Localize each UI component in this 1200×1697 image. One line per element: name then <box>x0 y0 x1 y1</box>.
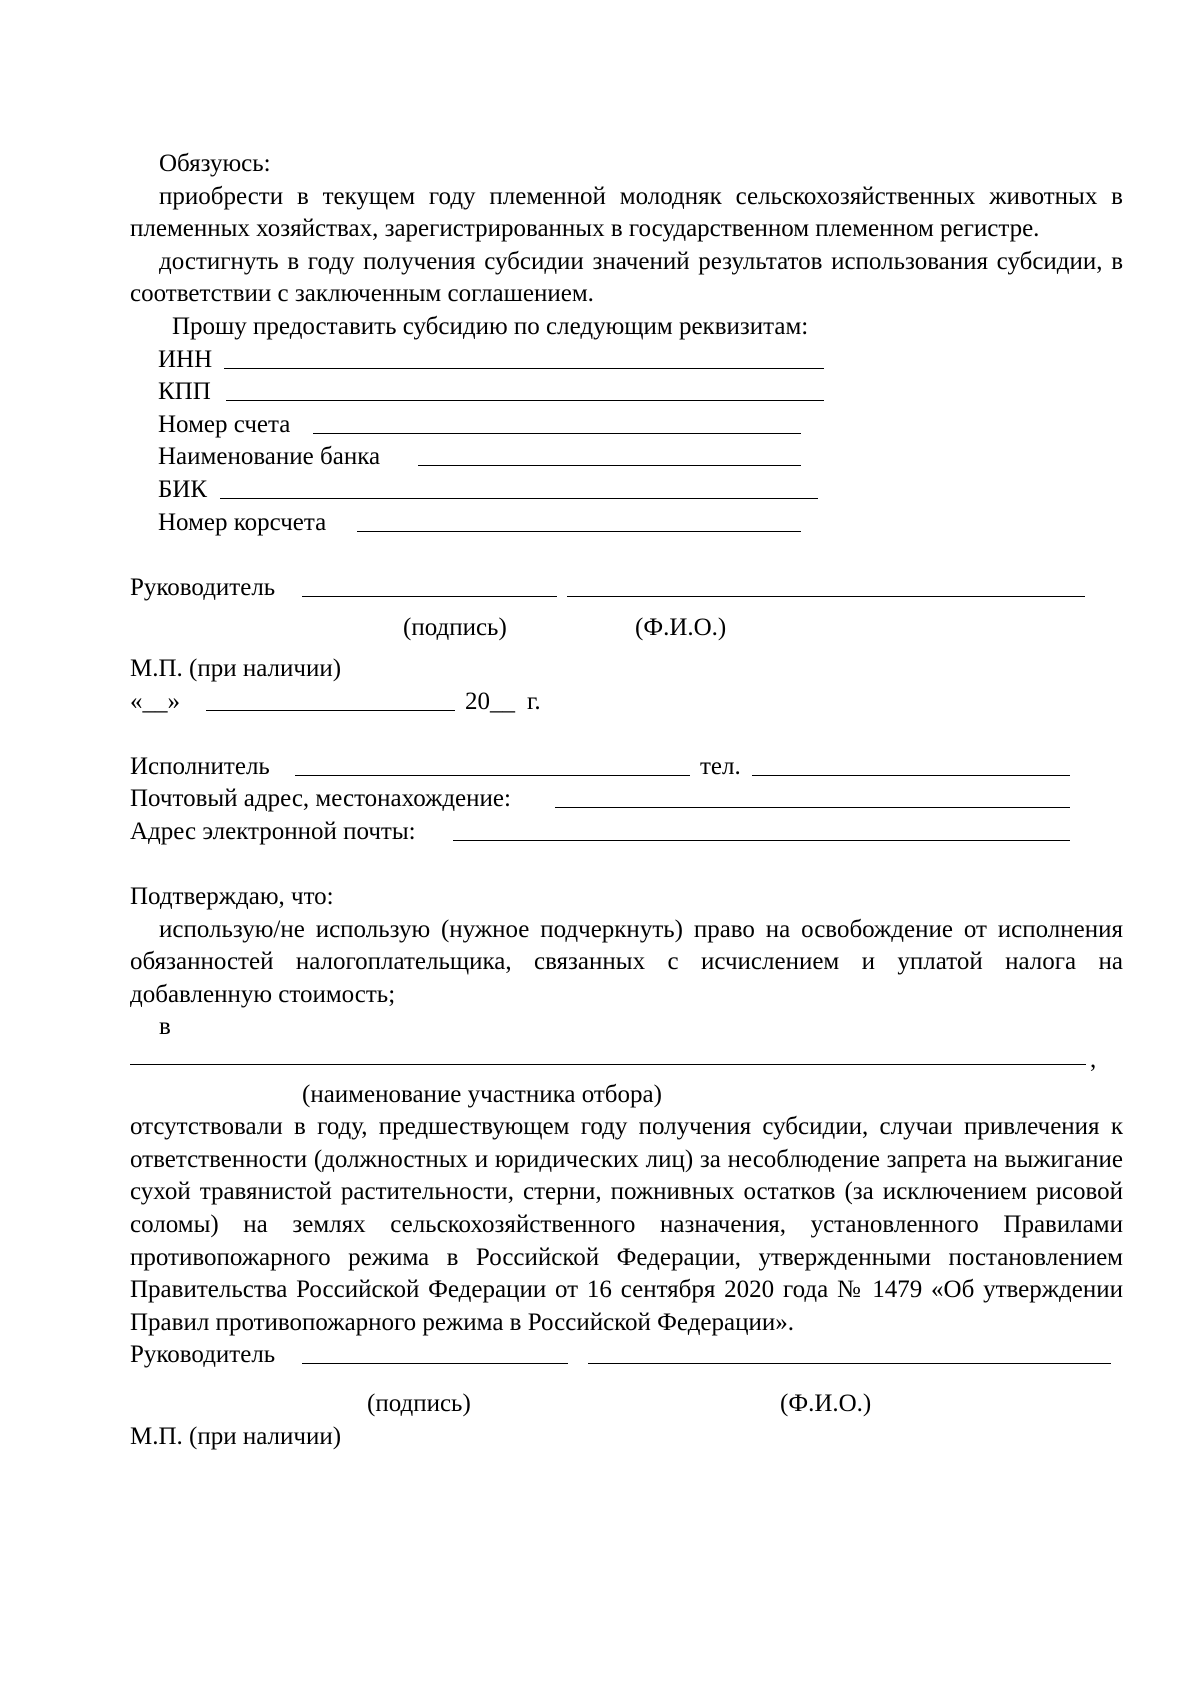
executor-field[interactable] <box>295 775 690 776</box>
participant-comma: , <box>1090 1046 1097 1074</box>
email-row <box>130 816 1123 849</box>
fire-safety-statement: отсутствовали в году, предшествующем году получения субсидии, случаи привлечения к ответственности (должностных и юридических лиц) за несоблюдение запрета на выжигание сухой травянистой растительности, стерни, пожнивных остатков (за исключением рисовой соломы) на землях сельскохозяйственного назначения, установленного Правилами противопожарного режима в Российской Федерации, утвержденными постановлением Правительства Российской Федерации от 16 сентября 2020 года № 1479 «Об утверждении Правил противопожарного режима в Российской Федерации». <box>130 1113 1123 1336</box>
corr-account-row <box>130 507 1123 540</box>
corr-account-label: Номер корсчета <box>158 508 327 536</box>
phone-field[interactable] <box>752 775 1070 776</box>
corr-account-field[interactable] <box>357 531 801 532</box>
signature-hints-row <box>130 612 1123 645</box>
signature-hint-2: (подпись) <box>367 1389 471 1417</box>
bik-row <box>130 474 1123 507</box>
executor-label: Исполнитель <box>130 752 270 780</box>
date-day: «__» <box>130 687 180 715</box>
head-label: Руководитель <box>130 573 276 601</box>
date-row <box>130 686 1123 719</box>
bik-field[interactable] <box>220 498 818 499</box>
bik-label: БИК <box>158 475 208 503</box>
head-name-field-2[interactable] <box>588 1363 1111 1364</box>
postal-field[interactable] <box>555 807 1070 808</box>
requisites-intro: Прошу предоставить субсидию по следующим реквизитам: <box>172 312 809 340</box>
stamp-note: М.П. (при наличии) <box>130 654 342 682</box>
date-year-prefix: 20__ <box>465 687 515 715</box>
date-month-field[interactable] <box>206 710 455 711</box>
in-word: в <box>159 1013 171 1041</box>
participant-row <box>130 1044 1123 1077</box>
bank-row <box>130 441 1123 474</box>
kpp-label: КПП <box>158 378 211 406</box>
bank-field[interactable] <box>418 465 801 466</box>
inn-label: ИНН <box>158 345 213 373</box>
participant-hint-row <box>130 1079 1123 1112</box>
head-signature-row <box>130 572 1123 605</box>
obligation-item-2: достигнуть в году получения субсидии значений результатов использования субсидии, в соответствии с заключенным соглашением. <box>130 247 1123 308</box>
signature-hint: (подпись) <box>403 614 507 642</box>
obligations-heading: Обязуюсь: <box>159 150 271 177</box>
phone-label: тел. <box>700 752 741 780</box>
account-row <box>130 409 1123 442</box>
confirmation-heading: Подтверждаю, что: <box>130 883 334 911</box>
head-label-2: Руководитель <box>130 1341 276 1369</box>
date-year-suffix: г. <box>527 687 541 715</box>
email-field[interactable] <box>453 840 1070 841</box>
name-hint-2: (Ф.И.О.) <box>780 1389 872 1417</box>
kpp-row <box>130 376 1123 409</box>
vat-statement: использую/не использую (нужное подчеркнуть) право на освобождение от исполнения обязанностей налогоплательщика, связанных с исчислением и уплатой налога на добавленную стоимость; <box>130 915 1123 1008</box>
obligation-item-1: приобрести в текущем году племенной молодняк сельскохозяйственных животных в племенных хозяйствах, зарегистрированных в государственном племенном регистре. <box>130 182 1123 243</box>
bank-label: Наименование банка <box>158 443 381 471</box>
postal-row <box>130 783 1123 816</box>
inn-row <box>130 344 1123 377</box>
executor-row <box>130 751 1123 784</box>
postal-label: Почтовый адрес, местонахождение: <box>130 785 511 813</box>
signature-hints-row-2 <box>130 1388 1123 1421</box>
participant-hint: (наименование участника отбора) <box>302 1080 662 1108</box>
stamp-note-2: М.П. (при наличии) <box>130 1422 342 1450</box>
head-signature-field[interactable] <box>302 596 557 597</box>
inn-field[interactable] <box>224 368 824 369</box>
head-name-field[interactable] <box>567 596 1085 597</box>
participant-name-field[interactable] <box>130 1064 1086 1065</box>
head-signature-field-2[interactable] <box>302 1363 568 1364</box>
kpp-field[interactable] <box>226 400 824 401</box>
account-field[interactable] <box>313 433 801 434</box>
email-label: Адрес электронной почты: <box>130 817 416 845</box>
head-signature-row-2 <box>130 1339 1123 1372</box>
account-label: Номер счета <box>158 410 291 438</box>
application-form-page <box>130 148 1123 1453</box>
name-hint: (Ф.И.О.) <box>635 614 727 642</box>
